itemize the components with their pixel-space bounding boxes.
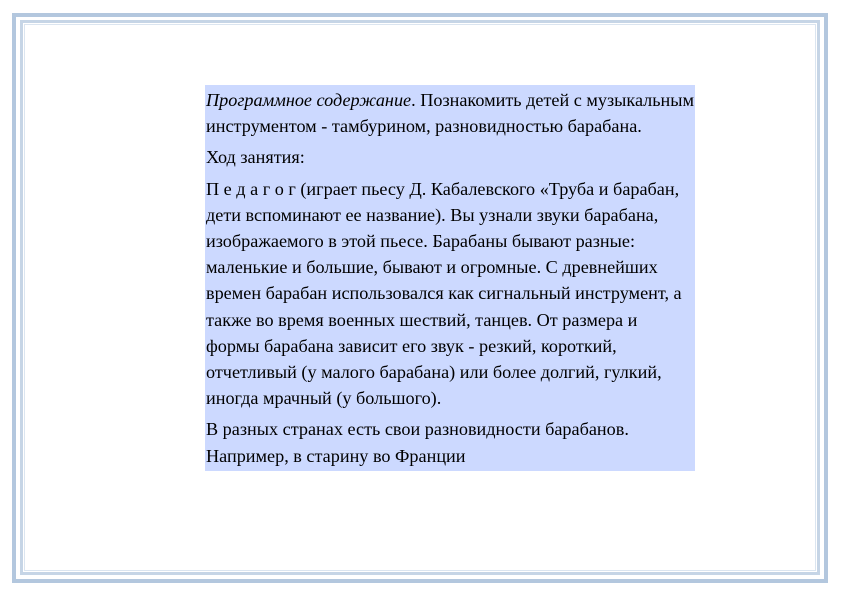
- program-paragraph: [206, 87, 695, 139]
- program-label: Программное содержание: [206, 90, 412, 110]
- teacher-paragraph: П е д а г о г (играет пьесу Д. Кабалевского «Труба и барабан, дети вспоминают ее название). Вы узнали звуки барабана, изображаемого в этой пьесе. Барабаны бывают разные: маленькие и большие, бывают и огромные. С древнейших времен барабан использовался как сигнальный инструмент, а также во время военных шествий, танцев. От размера и формы барабана зависит его звук - резкий, короткий, отчетливый (у малого барабана) или более долгий, гулкий, иногда мрачный (у большого).: [206, 178, 682, 409]
- program-text: . Познакомить детей с музыкальным инструментом - тамбурином, разновидностью барабана.: [206, 90, 695, 137]
- lesson-heading: Ход занятия:: [206, 147, 305, 168]
- lesson-text-block: [205, 85, 695, 471]
- countries-paragraph: В разных странах есть свои разновидности барабанов. Например, в старину во Франции: [206, 419, 629, 466]
